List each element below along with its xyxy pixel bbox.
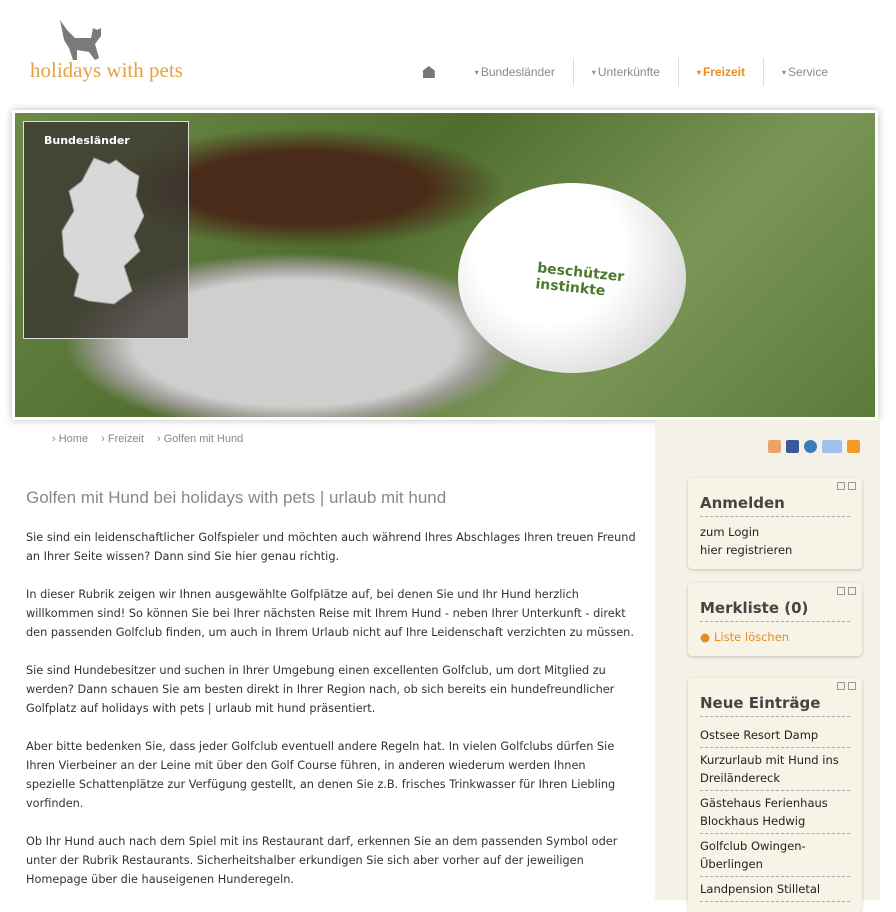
new-entries-box — [688, 678, 862, 912]
golf-ball-image — [458, 183, 686, 373]
toggle-icon[interactable] — [848, 482, 856, 490]
home-icon[interactable] — [423, 66, 435, 78]
register-link[interactable]: hier registrieren — [700, 543, 793, 557]
logo[interactable] — [30, 20, 210, 85]
minimize-icon[interactable] — [837, 682, 845, 690]
facebook-icon[interactable] — [786, 440, 799, 453]
globe-icon[interactable] — [804, 440, 817, 453]
entry-link[interactable]: Ostsee Resort Damp — [700, 723, 850, 748]
minimize-icon[interactable] — [837, 482, 845, 490]
paragraph: Aber bitte bedenken Sie, dass jeder Golfclub eventuell andere Regeln hat. In vielen Golfclubs dürfen Sie Ihren Vierbeiner an der Leine mit über den Golf Course führen, in anderen wiederum werden Ihnen spezielle Schattenplätze zur Verfügung gestellt, an denen Sie z.B. frisches Trinkwasser für Ihren Liebling vorfinden. — [26, 740, 616, 810]
nav-bundeslaender[interactable]: ▾ Bundesländer — [457, 58, 574, 86]
paragraph: Ob Ihr Hund auch nach dem Spiel mit ins Restaurant darf, erkennen Sie an dem passenden Symbol oder unter der Rubrik Restaurants. Sicherheitshalber erkundigen Sie sich aber vorher auf der jeweiligen Homepage über die hauseigenen Hunderegeln. — [26, 835, 618, 886]
login-link[interactable]: zum Login — [700, 525, 760, 539]
toggle-icon[interactable] — [848, 587, 856, 595]
breadcrumb-freizeit[interactable]: › Freizeit — [101, 433, 144, 445]
clear-list-link[interactable]: ● Liste löschen — [700, 628, 850, 646]
page-title: Golfen mit Hund bei holidays with pets | urlaub mit hund — [26, 488, 447, 507]
logo-text: holidays with pets — [30, 58, 183, 82]
paragraph: Sie sind ein leidenschaftlicher Golfspieler und möchten auch während Ihres Abschlages Ihren treuen Freund an Ihrer Seite wissen? Dann sind Sie hier genau richtig. — [26, 531, 636, 563]
entry-link[interactable]: Golfclub Owingen-Überlingen — [700, 834, 850, 877]
germany-map-icon[interactable] — [54, 156, 164, 306]
toggle-icon[interactable] — [848, 682, 856, 690]
login-title: Anmelden — [700, 486, 850, 517]
entry-link[interactable]: Gästehaus Ferienhaus Blockhaus Hedwig — [700, 791, 850, 834]
merkliste-box — [688, 583, 862, 656]
google-plus-icon[interactable] — [822, 440, 842, 453]
nav-freizeit[interactable]: ▾ Freizeit — [679, 58, 764, 86]
paragraph: In dieser Rubrik zeigen wir Ihnen ausgewählte Golfplätze auf, bei denen Sie und Ihr Hund herzlich willkommen sind! So können Sie bei Ihrer nächsten Reise mit Ihrem Hund - neben Ihrer Unterkunft - direkt den passenden Golfclub finden, um auch in Ihrem Urlaub nicht auf Ihre Leidenschaft verzichten zu müssen. — [26, 588, 634, 639]
nav-unterkuenfte[interactable]: ▾ Unterkünfte — [574, 58, 679, 86]
bundeslaender-map[interactable] — [23, 121, 189, 339]
merkliste-title: Merkliste (0) — [700, 591, 850, 622]
cat-logo-icon — [55, 20, 105, 60]
main-content — [26, 488, 636, 908]
social-icons — [768, 440, 860, 453]
breadcrumb-current[interactable]: › Golfen mit Hund — [157, 433, 243, 445]
main-nav — [423, 58, 846, 86]
breadcrumb — [52, 433, 253, 445]
breadcrumb-home[interactable]: › Home — [52, 433, 88, 445]
paragraph: Sie sind Hundebesitzer und suchen in Ihrer Umgebung einen excellenten Golfclub, um dort Mitglied zu werden? Dann schauen Sie am besten direkt in Ihrer Region nach, ob sich bereits ein hundefreundlicher Golfplatz auf holidays with pets | urlaub mit hund präsentiert. — [26, 664, 615, 715]
minimize-icon[interactable] — [837, 587, 845, 595]
login-box — [688, 478, 862, 569]
ball-print: beschützer instinkte — [534, 260, 625, 300]
blogger-icon[interactable] — [768, 440, 781, 453]
hero-banner — [12, 110, 878, 420]
sidebar — [655, 420, 880, 900]
entry-link[interactable]: Kurzurlaub mit Hund ins Dreiländereck — [700, 748, 850, 791]
rss-icon[interactable] — [847, 440, 860, 453]
entry-link[interactable]: Landpension Stilletal — [700, 877, 850, 902]
nav-service[interactable]: ▾ Service — [764, 58, 846, 86]
new-entries-title: Neue Einträge — [700, 686, 850, 717]
map-title: Bundesländer — [44, 134, 130, 147]
